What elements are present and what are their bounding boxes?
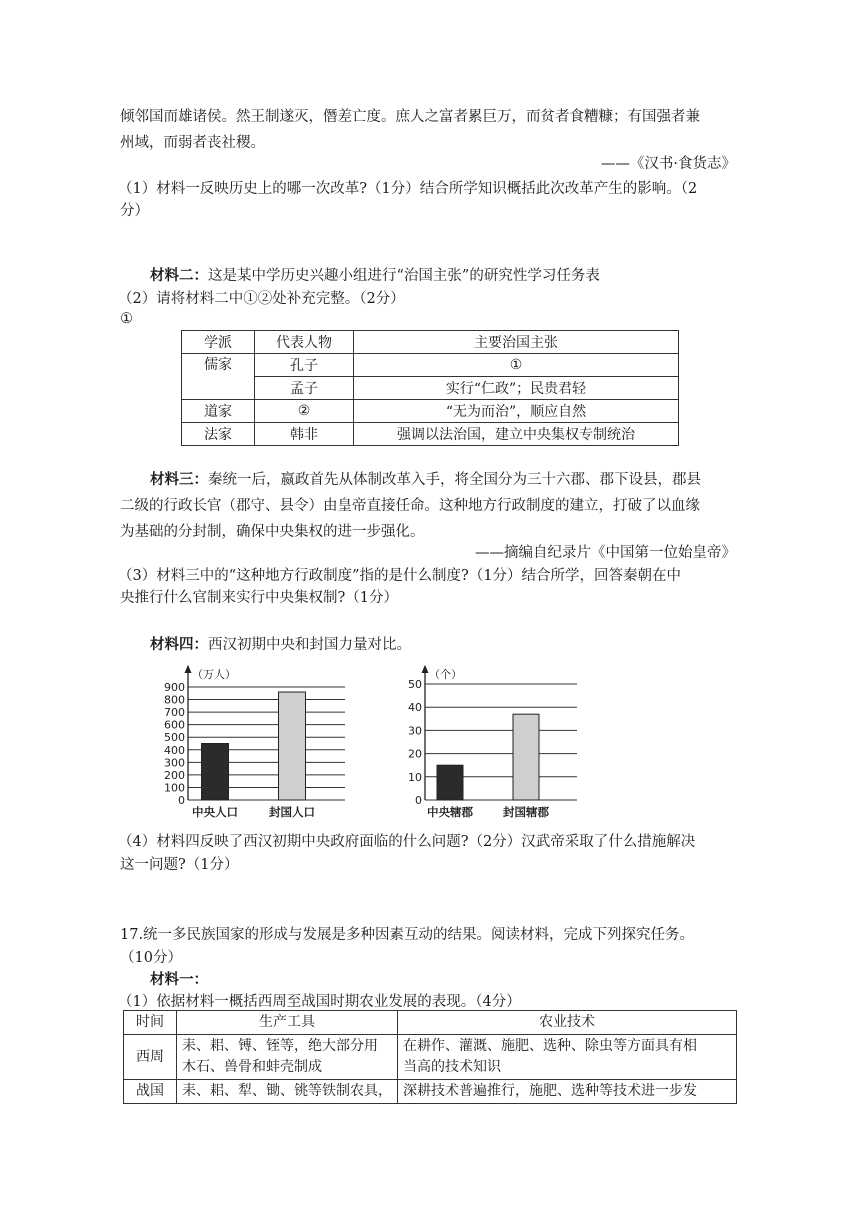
y-tick-label: 50 xyxy=(408,678,422,691)
question3-line1: （3）材料三中的“这种地方行政制度”指的是什么制度?（1分）结合所学，回答秦朝在中 xyxy=(118,568,682,584)
y-tick-label: 10 xyxy=(408,770,422,784)
y-tick-label: 200 xyxy=(164,768,185,782)
y-tick-label: 100 xyxy=(164,781,185,795)
tools-line: 耒、耜、镈、铚等，绝大部分用 xyxy=(182,1038,378,1054)
q17-material1-label: 材料一： xyxy=(150,972,208,988)
question17-line2: （10分） xyxy=(120,950,182,966)
table-header-row xyxy=(182,331,679,354)
y-tick-label: 800 xyxy=(164,693,185,707)
material3-line1-wrap xyxy=(150,468,701,489)
material3-line1: 秦统一后，嬴政首先从体制改革入手，将全国分为三十六郡、郡下设县，郡县 xyxy=(208,472,701,488)
tech-line: 深耕技术普遍推行，施肥、选种等技术进一步发 xyxy=(403,1083,697,1099)
question2: （2）请将材料二中①②处补充完整。（2分） xyxy=(118,291,405,307)
claim-cell: ① xyxy=(354,354,679,377)
q17-subquestion1: （1）依据材料一概括西周至战国时期农业发展的表现。（4分） xyxy=(118,994,521,1010)
table-row xyxy=(182,400,679,423)
bar-0 xyxy=(437,765,463,800)
question3-line2: 央推行什么官制来实行中央集权制?（1分） xyxy=(120,590,398,606)
y-tick-label: 0 xyxy=(178,794,185,807)
agriculture-table xyxy=(123,1010,737,1104)
y-axis-label: （个） xyxy=(429,668,462,681)
y-axis-arrow xyxy=(422,665,429,673)
period-cell: 战国 xyxy=(124,1080,177,1104)
claim-cell: “无为而治”，顺应自然 xyxy=(354,400,679,423)
material1-line2: 州域，而弱者丧社稷。 xyxy=(120,135,265,151)
person-cell: 孟子 xyxy=(255,377,354,400)
claim-cell: 实行“仁政”；民贵君轻 xyxy=(354,377,679,400)
school-cell: 道家 xyxy=(182,400,255,423)
y-axis-label: （万人） xyxy=(192,668,236,681)
y-tick-label: 20 xyxy=(408,747,422,761)
header-person: 代表人物 xyxy=(255,331,354,354)
y-axis-arrow xyxy=(185,665,192,673)
y-tick-label: 900 xyxy=(164,681,185,694)
material3-label: 材料三： xyxy=(150,472,208,488)
category-label: 中央辖郡 xyxy=(427,805,473,819)
tools-cell xyxy=(177,1035,398,1080)
y-tick-label: 40 xyxy=(408,701,422,715)
person-cell: 孔子 xyxy=(255,354,354,377)
header-tech: 农业技术 xyxy=(398,1011,737,1035)
table-row xyxy=(182,423,679,446)
material1-line1: 倾邻国而雄诸侯。然王制遂灭，僭差亡度。庶人之富者累巨万，而贫者食糟糠；有国强者兼 xyxy=(120,109,700,125)
prefecture-chart xyxy=(395,662,595,822)
table-row xyxy=(182,377,679,400)
y-tick-label: 500 xyxy=(164,731,185,745)
schools-table xyxy=(181,330,679,446)
bar-0 xyxy=(202,744,229,801)
y-tick-label: 0 xyxy=(415,794,422,807)
question1-line1: （1）材料一反映历史上的哪一次改革?（1分）结合所学知识概括此次改革产生的影响。（2 xyxy=(118,181,698,197)
answer-mark: ① xyxy=(120,311,133,327)
tech-cell xyxy=(398,1035,737,1080)
header-period: 时间 xyxy=(124,1011,177,1035)
question17-line1: 17.统一多民族国家的形成与发展是多种因素互动的结果。阅读材料，完成下列探究任务。 xyxy=(120,927,695,943)
material1-source: ——《汉书·食货志》 xyxy=(600,156,736,172)
material2-heading xyxy=(150,264,600,285)
material2-text: 这是某中学历史兴趣小组进行“治国主张”的研究性学习任务表 xyxy=(208,268,600,284)
person-cell: ② xyxy=(255,400,354,423)
material4-text: 西汉初期中央和封国力量对比。 xyxy=(208,637,411,653)
tech-line: 在耕作、灌溉、施肥、选种、除虫等方面具有相 xyxy=(403,1038,697,1054)
tools-line: 耒、耜、犁、锄、铫等铁制农具， xyxy=(182,1083,392,1099)
material3-line2: 二级的行政长官（郡守、县令）由皇帝直接任命。这种地方行政制度的建立，打破了以血缘 xyxy=(120,498,700,514)
question1-line2: 分） xyxy=(120,203,149,219)
header-tools: 生产工具 xyxy=(177,1011,398,1035)
header-school: 学派 xyxy=(182,331,255,354)
category-label: 封国人口 xyxy=(269,805,315,819)
category-label: 封国辖郡 xyxy=(503,805,549,819)
material3-source: ——摘编自纪录片《中国第一位始皇帝》 xyxy=(475,545,736,561)
bar-1 xyxy=(513,714,539,800)
header-claim: 主要治国主张 xyxy=(354,331,679,354)
table-header-row xyxy=(124,1011,737,1035)
y-tick-label: 400 xyxy=(164,743,185,757)
y-tick-label: 300 xyxy=(164,756,185,770)
bar-1 xyxy=(279,692,306,800)
question4-line1: （4）材料四反映了西汉初期中央政府面临的什么问题?（2分）汉武帝采取了什么措施解决 xyxy=(118,834,696,850)
question4-line2: 这一问题?（1分） xyxy=(120,857,239,873)
y-tick-label: 700 xyxy=(164,706,185,720)
y-tick-label: 30 xyxy=(408,724,422,738)
tech-line: 当高的技术知识 xyxy=(403,1059,501,1075)
population-chart xyxy=(150,662,360,822)
material4-heading xyxy=(150,633,411,654)
material4-label: 材料四： xyxy=(150,637,208,653)
material3-line3: 为基础的分封制，确保中央集权的进一步强化。 xyxy=(120,524,425,540)
material2-label: 材料二： xyxy=(150,268,208,284)
table-row xyxy=(124,1035,737,1080)
table-row xyxy=(124,1080,737,1104)
tech-cell xyxy=(398,1080,737,1104)
tools-line: 木石、兽骨和蚌壳制成 xyxy=(182,1059,322,1075)
table-row xyxy=(182,354,679,377)
period-cell: 西周 xyxy=(124,1035,177,1080)
school-cell: 儒家 xyxy=(182,354,255,400)
category-label: 中央人口 xyxy=(192,805,238,819)
school-cell: 法家 xyxy=(182,423,255,446)
y-tick-label: 600 xyxy=(164,718,185,732)
tools-cell xyxy=(177,1080,398,1104)
claim-cell: 强调以法治国，建立中央集权专制统治 xyxy=(354,423,679,446)
person-cell: 韩非 xyxy=(255,423,354,446)
